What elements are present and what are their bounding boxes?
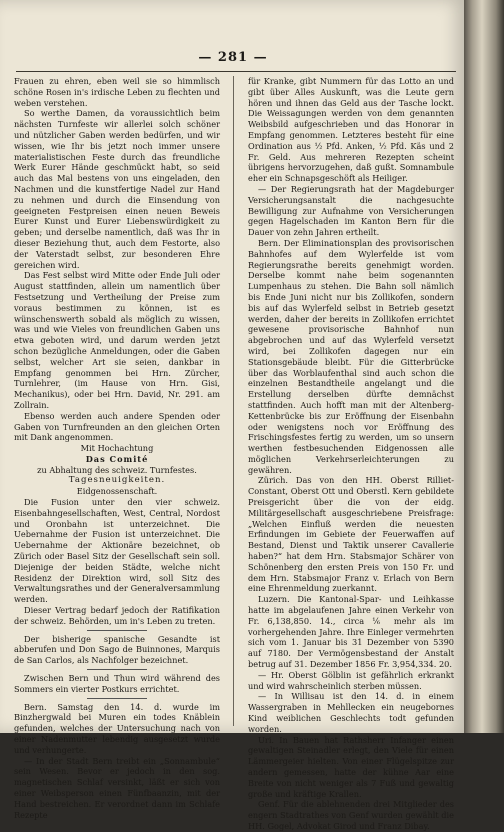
paragraph: Genf. Für die ablehnenden drei Mitglieder des engern Stadtrathes von Genf wurden gewählt die HH. Gogel, Advokat Girod und Franz Dibay. (248, 799, 454, 831)
paragraph: Dieser Vertrag bedarf jedoch der Ratifikation der schweiz. Behörden, um in's Leben zu treten. (14, 605, 220, 626)
section-separator (87, 669, 147, 670)
paragraph: für Kranke, gibt Nummern für das Lotto an und gibt über Alles Auskunft, was die Leute gern hören und ihnen das Geld aus der Tasche lockt. Die Weissagungen werden von dem genannten Weibsbild aufgeschrieben und das Honorar in Empfang genommen. Letzteres besteht für eine Ordination aus ½ Pfd. Anken, ½ Pfd. Käs und 2 Fr. Geld. Aus mehreren Rezepten scheint übrigens hervorzugehen, daß gußt. Somnambule eher ein Schnapsgeschöft als Heiliger. (248, 76, 454, 184)
paragraph: So werthe Damen, da voraussichtlich beim nächsten Turnfeste wir allerlei solch schöner und nützlicher Gaben werden bedürfen, und wir wissen, wie Ihr bis jetzt noch immer unsere materialistischen Feste durch das freundliche Werk Eurer Hände geschmückt habt, so seid auch das Mal bestens von uns eingeladen, den Nachmen und die kunstfertige Nadel zur Hand zu nehmen und durch die Einsendung von geeigneten Festpreisen einen neuen Beweis Eurer Kunst und Eurer Liebenswürdigkeit zu geben; und derselbe namentlich, daß was Ihr in dieser Beziehung thut, auch dem Festorte, also der Vaterstadt selbst, zur besonderen Ehre gereichen wird. (14, 108, 220, 270)
paragraph: zu Abhaltung des schweiz. Turnfestes. (37, 464, 197, 475)
paragraph: — Der Regierungsrath hat der Magdeburger Versicherungsanstalt die nachgesuchte Bewilligung zur Aufnahme von Versicherungen gegen Hagelschaden im Kanton Bern für die Dauer von zehn Jahren ertheilt. (248, 183, 454, 238)
book-binding-edge (464, 0, 504, 733)
subsection-heading: Eidgenossenschaft. (76, 486, 158, 497)
left-column (14, 76, 220, 820)
paragraph: Zwischen Bern und Thun wird während des Sommers ein vierter Postkurs errichtet. (14, 673, 220, 694)
paragraph: — In der Stadt Bern treibt ein „Sonnambule“ sein Wesen. Bevor er jedoch in den sog. magnetischen Schlaf versinkt, läßt er sich von einer Weibsperson einen Fünfbaanzin, mit der Hand bestreichen. Er verordnet dann im Schlafe Rezepte (14, 755, 220, 820)
paragraph: Bern. Samstag den 14. d. wurde im Binzhergwald bei Muren ein todes Knäblein gefunden, welches der Untersuchung nach von einer Nadenmutter lebendig ausgesetzt wurde und verhungerte. (14, 701, 220, 755)
paragraph: Mit Hochachtung (80, 443, 154, 454)
section-heading: Tagesneuigkeiten. (68, 475, 166, 486)
paragraph: Bern. Der Eliminationsplan des provisorischen Bahnhofes auf dem Wylerfelde ist vom Regierungsrathe bereits genehmigt worden. Derselbe kommt nahe beim sogenannten Lumpenhaus zu stehen. Die Bahn soll nämlich bis Ende Juni nicht nur bis Zollikofen, sondern bis auf das Wylerfeld selbst in Betrieb gesetzt werden, daher der bereits in Zollikofen errichtet gewesene provisorische Bahnhof nun abgebrochen und auf das Wylerfeld versetzt wird, bei Zollikofen dagegen nur ein Stationsgebäude bleibt. Für die Gitterbrücke über das Worblaufenthal sind auch schon die einzelnen Bestandtheile angelangt und die Erstellung derselben dürfte demnächst stattfinden. Auch hofft man mit der Altenberg-Kettenbrücke bis zur Eröffnung der Eisenbahn oder wenigstens noch vor Eröffnung des Frischingsfestes fertig zu werden, um so unsern werthen festbesuchenden Eidgenossen alle möglichen Verkehrserleichterungen zu gewähren. (248, 237, 454, 475)
section-separator (87, 698, 147, 699)
section-separator (87, 630, 147, 631)
paragraph: Ebenso werden auch andere Spenden oder Gaben von Turnfreunden an den gleichen Orten mit Dank angenommen. (14, 410, 220, 443)
paragraph: Das Comité (85, 453, 149, 464)
right-column (248, 76, 454, 832)
paragraph: Zürich. Das von den HH. Oberst Rilliet-Constant, Oberst Ott und Oberstl. Kern gebildete Preisgericht über die von der eidg. Militärgesellschaft ausgeschriebene Preisfrage: „Welchen Einfluß werden die neuesten Erfindungen im Gebiete der Feuerwaffen auf Bestand, Dienst und Taktik unserer Cavallerie haben?“ hat dem Hrn. Stabsmajor Schärer von Schönenberg den ersten Preis von 150 Fr. und dem Hrn. Stabsmajor Franz v. Erlach von Bern eine Ehrenmeldung zuerkannt. (248, 475, 454, 594)
column-divider (233, 76, 234, 726)
paragraph: — Hr. Oberst Gölblin ist gefährlich erkrankt und wird wahrscheinlich sterben müssen. (248, 669, 454, 691)
paragraph: Der bisherige spanische Gesandte ist abberufen und Don Sago de Buinnones, Marquis de San Carlos, als Nachfolger bezeichnet. (14, 633, 220, 666)
header-rule (16, 71, 456, 72)
paragraph: Das Fest selbst wird Mitte oder Ende Juli oder August stattfinden, allein um namentlich über Festsetzung und Vertheilung der Preise zum voraus bestimmen zu können, ist es wünschenswerth sobald als möglich zu wissen, was und wie Vieles von freundlichen Gaben uns etwa geboten wird, und darum werden jetzt schon bezügliche Anmeldungen, oder die Gaben selbst, welcher Art sie seien, dankbar in Empfang genommen bei Hrn. Zürcher, Turnlehrer, (im Hause von Hrn. Gisi, Mechanikus), oder bei Hrn. David, Nr. 291. am Zollrain. (14, 270, 220, 410)
paragraph: Uri. In Bauen hat Rathsherr Infanger einen gewaltigen Steinadler erlegt, den Viele für einen Lämmergeier hielten. Von einer Flügelspitze zur andern gemessen, hatte der kühne Aar eine Breite von nicht weniger als 7 Fuß und gewaltig große und kräftige Krallen. (248, 734, 454, 799)
paragraph: Luzern. Die Kantonal-Spar- und Leihkasse hatte im abgelaufenen Jahre einen Verkehr von Fr. 6,138,850. 14., circa ⅙ mehr als im vorhergehenden Jahre. Ihre Einleger vermehrten sich vom 1. Januar bis 31 Dezember von 5390 auf 7180. Der Vermögensbestand der Anstalt betrug auf 31. Dezember 1856 Fr. 3,954,334. 20. (248, 594, 454, 670)
paragraph: Die Fusion unter den vier schweiz. Eisenbahngesellschaften, West, Central, Nordost und Oronbahn ist unterzeichnet. Die Uebernahme der Fusion ist unterzeichnet. Die Uebernahme der Aktionäre bezeichnet, ob Zürich oder Basel Sitz der Gesellschaft sein soll. Diejenige der beiden Städte, welche nicht Residenz der Direktion wird, soll Sitz des Verwaltungsrathes und der Generalversammlung werden. (14, 497, 220, 605)
paragraph: Frauen zu ehren, eben weil sie so himmlisch schöne Rosen in's irdische Leben zu flechten und weben verstehen. (14, 76, 220, 108)
page-number: — 281 — (198, 50, 268, 65)
paragraph: — In Willisau ist den 14. d. in einem Wassergraben in Mehllecken ein neugebornes Kind weiblichen Geschlechts todt gefunden worden. (248, 691, 454, 734)
